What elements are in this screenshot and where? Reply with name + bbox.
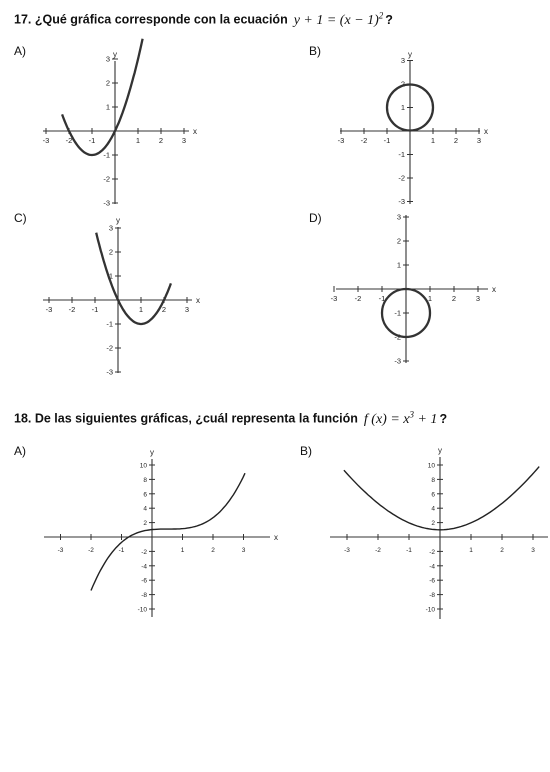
graph-18a-axes-x-tick-label: -3: [57, 547, 64, 554]
graph-17a-axes-y-tick-label: -2: [103, 174, 110, 184]
graph-18a-axes-x-tick-label: -1: [118, 547, 125, 554]
question-18-title: 18. De las siguientes gráficas, ¿cuál representa la función f $(x) = x^3 + 1$ ?: [14, 409, 448, 427]
graph-17b-axes-y-tick-label: 3: [400, 56, 405, 65]
graph-17d-axes: [331, 213, 496, 366]
graph-17c-axes-y-tick-label: -3: [106, 367, 113, 377]
graph-18b-axes-y-tick-label: -4: [429, 563, 435, 571]
graph-18a-axes-y-tick-label: -8: [141, 592, 147, 600]
question-17-equation: $y + 1 = (x - 1)^2$: [293, 10, 384, 28]
graph-18a-axes-y-tick-label: -10: [137, 606, 147, 614]
graph-17b-axes-y-tick-label: -3: [398, 197, 405, 206]
graph-18b-axes-y-tick-label: -6: [429, 577, 435, 585]
option-17c-label: C): [14, 211, 27, 225]
graph-18a-axes-y-tick-label: 4: [143, 505, 147, 513]
option-18b-label: B): [300, 444, 312, 458]
graph-18b-curve: [344, 467, 539, 530]
option-17b-label: B): [309, 44, 321, 58]
graph-17c-axes-x-tick-label: 2: [161, 305, 167, 314]
graph-18a-axes-y-tick-label: -6: [141, 577, 147, 585]
graph-17b-axes-x-tick-label: 3: [476, 136, 482, 145]
graph-17b-axes-y-tick-label: 2: [400, 79, 405, 89]
graph-17d-axes-y-tick-label: 2: [396, 236, 401, 246]
graph-17c-axes-x-axis-label: x: [196, 296, 200, 305]
graph-17c-curve: [96, 233, 171, 324]
graph-17c-axes-x-tick-label: -2: [68, 305, 76, 314]
graph-17c-axes-x-tick-label: 3: [184, 305, 190, 314]
option-17a-label: A): [14, 44, 26, 58]
graph-17b-axes-x-tick-label: -1: [383, 136, 391, 145]
graph-17a-axes-y-tick-label: -3: [103, 198, 110, 208]
graph-18a-axes-y-tick-label: -2: [141, 548, 147, 556]
graph-18a-axes-y-tick-label: 6: [143, 491, 147, 499]
graph-18a-axes-x-tick-label: -2: [88, 547, 94, 554]
graph-18b-axes-x-tick-label: 2: [500, 547, 504, 554]
graph-17a-axes-x-axis-label: x: [193, 127, 197, 136]
graph-17b-axes-x-tick-label: 2: [453, 136, 459, 145]
graph-17d-axes-x-tick-label: -2: [354, 294, 362, 303]
graph-17d-axes-y-tick-label: -1: [394, 308, 401, 318]
graph-18b-axes-x-tick-label: -2: [375, 547, 381, 554]
graph-17b-axes-x-tick-label: -2: [360, 136, 368, 145]
graph-17c-axes-y-tick-label: -2: [106, 343, 113, 353]
question-17-text: 17. ¿Qué gráfica corresponde con la ecuación: [14, 12, 288, 27]
graph-17a-axes-y-axis-label: y: [113, 50, 117, 59]
graph-18a-axes-x-axis-label: x: [274, 533, 278, 542]
graph-18b-axes-y-tick-label: 6: [431, 491, 435, 499]
graph-18a-axes-x-tick-label: 1: [180, 547, 185, 554]
graph-18b-axes-x-tick-label: -3: [344, 547, 350, 554]
graph-18a-axes-y-tick-label: -4: [141, 563, 147, 571]
graph-18b-axes-y-tick-label: -2: [429, 548, 435, 556]
graph-17c-axes-y-axis-label: y: [116, 216, 120, 225]
graph-17c-axes-y-tick-label: 3: [108, 223, 113, 233]
question-17-title: 17. ¿Qué gráfica corresponde con la ecuación $y + 1 = (x - 1)^2$ ?: [14, 10, 393, 28]
graph-17c-axes-y-tick-label: 2: [108, 247, 113, 257]
graph-18a-axes-y-tick-label: 2: [143, 520, 147, 528]
graph-17a-axes-y-tick-label: 1: [105, 102, 110, 112]
graph-18a-axes-x-tick-label: 2: [211, 547, 215, 554]
option-17d-label: D): [309, 211, 322, 225]
graph-17b-axes-y-tick-label: -2: [398, 173, 405, 183]
graph-18b-axes-y-tick-label: -8: [429, 592, 435, 600]
graph-17c-axes-x-tick-label: 1: [138, 305, 144, 314]
graph-17d-axes-x-tick-label: 3: [475, 294, 481, 303]
graph-17d-axes-y-tick-label: 1: [396, 260, 401, 270]
graph-18a-axes-x-tick-label: 3: [241, 547, 246, 554]
question-18-text: 18. De las siguientes gráficas, ¿cuál representa la función: [14, 411, 358, 426]
graph-18b-axes-x-tick-label: 1: [469, 547, 473, 554]
graph-18b-axes-y-tick-label: 4: [431, 505, 435, 513]
graph-18a-axes-y-axis-label: y: [150, 448, 154, 457]
graph-17b-axes-y-tick-label: 1: [400, 103, 405, 112]
graph-17d-axes-x-tick-label: 1: [427, 294, 433, 303]
graph-17c-axes-y-tick-label: 1: [108, 271, 113, 281]
graph-17c-axes: [43, 216, 200, 377]
graph-17b-axes-y-tick-label: -1: [398, 150, 405, 159]
graph-17d-axes-y-tick-label: 3: [396, 212, 401, 222]
graph-17a-axes-x-tick-label: 3: [181, 136, 187, 145]
graph-17a-axes-y-tick-label: 2: [105, 78, 110, 88]
graph-18a-axes-y-tick-label: 10: [139, 462, 147, 470]
graph-17d-axes-x-tick-label: 2: [451, 294, 457, 303]
graph-17d-axes-x-tick-label: -1: [378, 294, 386, 303]
graph-17a-axes: [43, 39, 197, 208]
graph-18b-axes-y-axis-label: y: [438, 446, 442, 455]
graph-18b-axes-y-tick-label: 8: [431, 476, 435, 484]
question-18-equation: f $(x) = x^3 + 1$: [363, 409, 438, 427]
graph-17b-axes-x-axis-label: x: [484, 127, 488, 136]
graph-17d-axes-x-tick-label: -3: [330, 294, 338, 303]
graph-18b-axes: [330, 446, 548, 619]
graph-18b-axes-x-tick-label: 3: [531, 547, 535, 554]
graph-17d-axes-x-axis-label: x: [492, 285, 496, 294]
graph-17a-axes-x-tick-label: -2: [65, 136, 73, 145]
graph-18a-axes: [44, 448, 278, 617]
graph-17a-axes-y-tick-label: -1: [103, 150, 110, 160]
graph-18a-axes-y-tick-label: 8: [143, 476, 147, 484]
graph-17a-axes-x-tick-label: -1: [88, 136, 96, 145]
graph-18b-axes-x-tick-label: -1: [406, 547, 412, 554]
graph-18a-curve: [91, 473, 245, 590]
graph-18b-axes-y-tick-label: 2: [431, 520, 435, 528]
graph-17c-axes-y-tick-label: -1: [106, 319, 113, 329]
graph-17a-axes-x-tick-label: 1: [135, 136, 141, 145]
graph-17d-axes-y-tick-label: -2: [394, 332, 401, 342]
graph-17b-axes-x-tick-label: 1: [430, 136, 436, 145]
graph-17a-axes-y-tick-label: 3: [105, 54, 110, 64]
graph-17b-axes-y-axis-label: y: [408, 50, 412, 59]
graph-17a-axes-x-tick-label: 2: [158, 136, 164, 145]
graph-18b-axes-y-tick-label: 10: [427, 462, 435, 470]
graph-17b-axes: [338, 50, 488, 206]
graph-17b-axes-x-tick-label: -3: [337, 136, 345, 145]
graph-18b-axes-y-tick-label: -10: [425, 606, 435, 614]
option-18a-label: A): [14, 444, 26, 458]
graph-17c-axes-x-tick-label: -1: [91, 305, 99, 314]
graph-17d-axes-y-tick-label: -3: [394, 356, 401, 366]
graph-17c-axes-x-tick-label: -3: [45, 305, 53, 314]
graph-17a-curve: [62, 39, 143, 155]
graph-17a-axes-x-tick-label: -3: [42, 136, 50, 145]
